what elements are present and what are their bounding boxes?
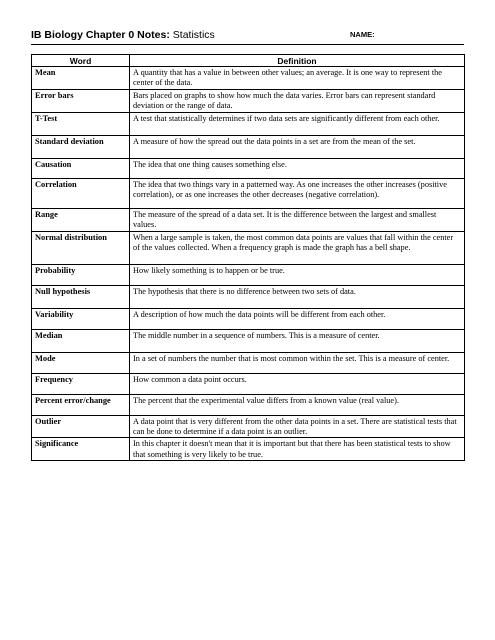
definition-cell: How likely something is to happen or be true.	[130, 265, 465, 286]
definition-cell: A measure of how the spread out the data points in a set are from the mean of the set.	[130, 136, 465, 159]
term-cell: Variability	[32, 309, 130, 330]
term-cell: Significance	[32, 438, 130, 460]
header-divider	[31, 44, 464, 45]
table-row	[32, 286, 465, 309]
table-row	[32, 209, 465, 232]
term-cell: Normal distribution	[32, 232, 130, 265]
definition-cell: The idea that two things vary in a patterned way. As one increases the other increases (positive correlation), or as one increases the other decreases (negative correlation).	[130, 179, 465, 209]
definition-cell: When a large sample is taken, the most common data points are values that fall within the center of the values collected. When a frequency graph is made the graph has a bell shape.	[130, 232, 465, 265]
table-row	[32, 353, 465, 374]
table-header-row	[32, 55, 465, 67]
table-row	[32, 90, 465, 113]
table-row	[32, 309, 465, 330]
table-row	[32, 159, 465, 179]
definition-cell: A data point that is very different from the other data points in a set. There are statistical tests that can be done to determine if a data point is an outlier.	[130, 416, 465, 438]
term-cell: Median	[32, 330, 130, 353]
definition-cell: How common a data point occurs.	[130, 374, 465, 395]
definition-cell: The measure of the spread of a data set. It is the difference between the largest and smallest values.	[130, 209, 465, 232]
term-cell: T-Test	[32, 113, 130, 136]
column-header-word: Word	[32, 55, 130, 67]
table-row	[32, 438, 465, 460]
table-row	[32, 232, 465, 265]
term-cell: Outlier	[32, 416, 130, 438]
definition-cell: A test that statistically determines if two data sets are significantly different from each other.	[130, 113, 465, 136]
table-row	[32, 416, 465, 438]
page-header	[31, 29, 471, 43]
term-cell: Range	[32, 209, 130, 232]
term-cell: Mode	[32, 353, 130, 374]
term-cell: Probability	[32, 265, 130, 286]
definition-cell: The hypothesis that there is no difference between two sets of data.	[130, 286, 465, 309]
table-row	[32, 67, 465, 90]
term-cell: Frequency	[32, 374, 130, 395]
term-cell: Error bars	[32, 90, 130, 113]
table-row	[32, 265, 465, 286]
table-row	[32, 136, 465, 159]
title-bold: IB Biology Chapter 0 Notes:	[31, 29, 170, 41]
name-label: NAME:	[350, 30, 375, 39]
definition-cell: A quantity that has a value in between other values; an average. It is one way to represent the center of the data.	[130, 67, 465, 90]
definition-cell: A description of how much the data points will be different from each other.	[130, 309, 465, 330]
term-cell: Correlation	[32, 179, 130, 209]
term-cell: Standard deviation	[32, 136, 130, 159]
table-row	[32, 374, 465, 395]
term-cell: Null hypothesis	[32, 286, 130, 309]
definition-cell: The middle number in a sequence of numbers. This is a measure of center.	[130, 330, 465, 353]
term-cell: Percent error/change	[32, 395, 130, 416]
title-regular: Statistics	[172, 29, 215, 41]
term-cell: Mean	[32, 67, 130, 90]
definition-cell: The idea that one thing causes something else.	[130, 159, 465, 179]
table-row	[32, 395, 465, 416]
column-header-definition: Definition	[130, 55, 465, 67]
definition-cell: In this chapter it doesn't mean that it is important but that there has been statistical tests to show that something is very likely to be true.	[130, 438, 465, 460]
definition-cell: In a set of numbers the number that is most common within the set. This is a measure of center.	[130, 353, 465, 374]
table-row	[32, 113, 465, 136]
vocabulary-table	[31, 54, 465, 461]
table-row	[32, 179, 465, 209]
table-row	[32, 330, 465, 353]
definition-cell: The percent that the experimental value differs from a known value (real value).	[130, 395, 465, 416]
term-cell: Causation	[32, 159, 130, 179]
definition-cell: Bars placed on graphs to show how much the data varies. Error bars can represent standard deviation or the range of data.	[130, 90, 465, 113]
